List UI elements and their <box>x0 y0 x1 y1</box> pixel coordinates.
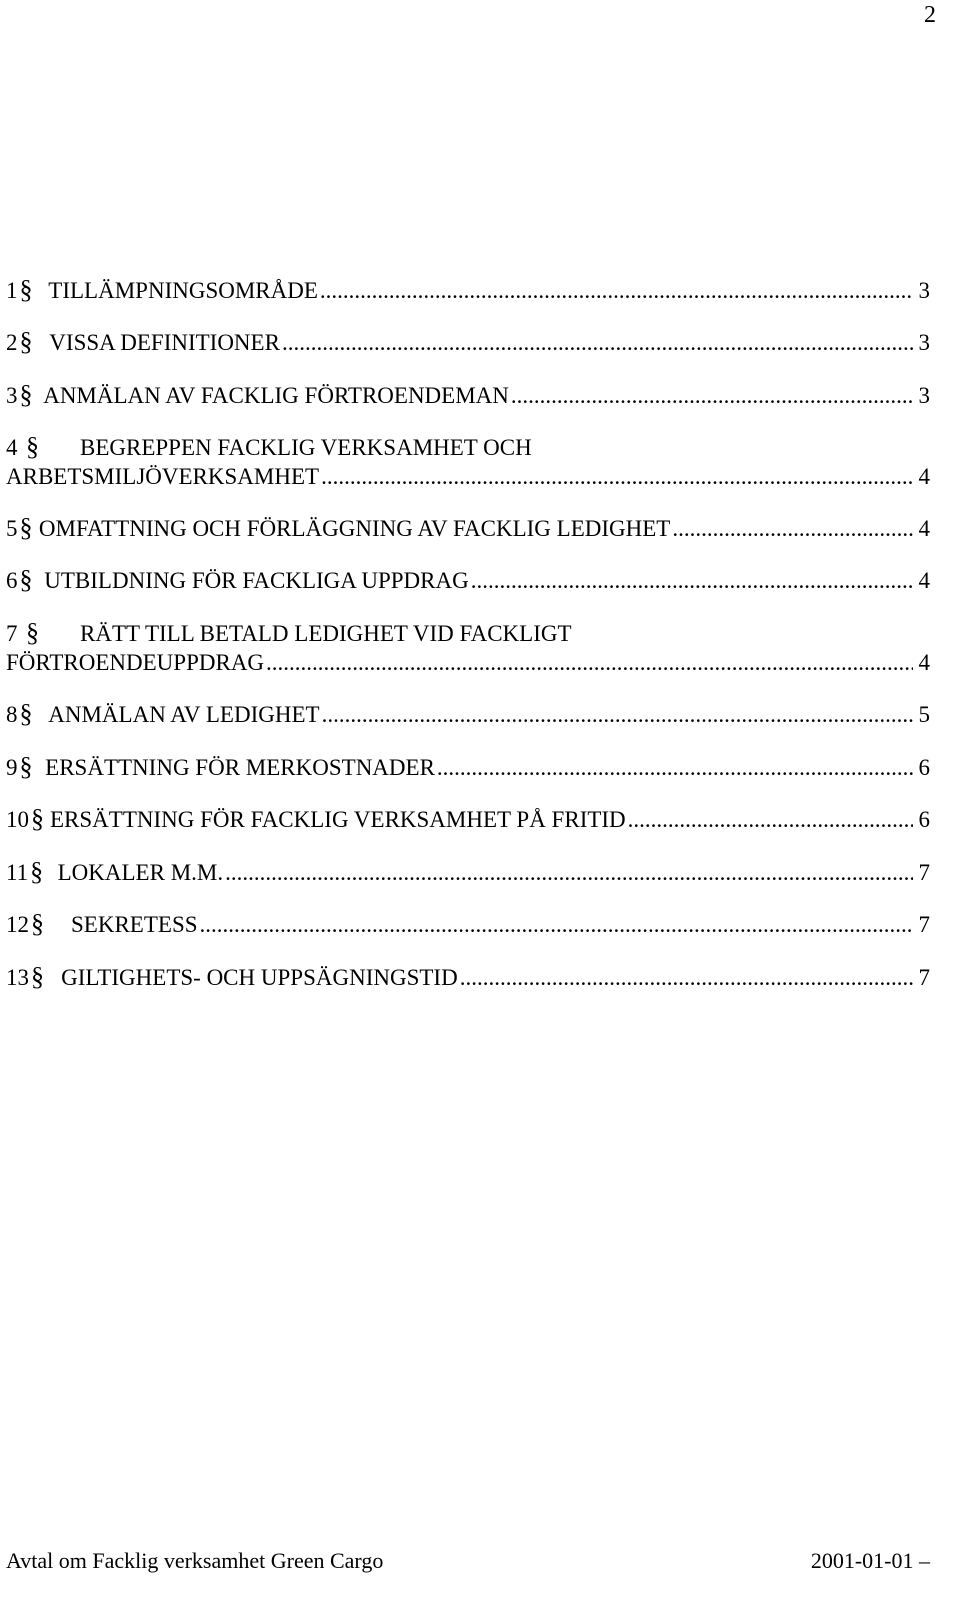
toc-entry-page[interactable]: 7 <box>918 860 930 885</box>
toc-entry-title[interactable]: ANMÄLAN AV LEDIGHET <box>48 702 320 727</box>
toc-entry-title[interactable]: TILLÄMPNINGSOMRÅDE <box>48 278 318 303</box>
toc-entry[interactable] <box>6 857 930 887</box>
toc-entry-title-continued[interactable]: ARBETSMILJÖVERKSAMHET <box>6 464 320 489</box>
dot-leader <box>672 514 912 544</box>
toc-entry-number: 2 <box>6 330 18 355</box>
dot-leader <box>225 858 912 888</box>
section-symbol: § <box>19 380 33 409</box>
toc-entry[interactable] <box>6 909 930 939</box>
toc-entry[interactable] <box>6 962 930 992</box>
toc-entry[interactable] <box>6 380 930 410</box>
dot-leader <box>200 910 913 940</box>
footer-document-title: Avtal om Facklig verksamhet Green Cargo <box>6 1548 384 1573</box>
toc-entry-number: 6 <box>6 568 18 593</box>
toc-entry-page[interactable]: 5 <box>918 702 930 727</box>
toc-entry-number: 3 <box>6 383 18 408</box>
toc-entry-page[interactable]: 4 <box>918 568 930 593</box>
section-symbol: § <box>19 699 33 728</box>
toc-entry[interactable] <box>6 699 930 729</box>
toc-entry[interactable] <box>6 327 930 357</box>
section-symbol: § <box>30 857 44 886</box>
toc-entry-title-continued[interactable]: FÖRTROENDEUPPDRAG <box>6 650 265 675</box>
toc-entry-title[interactable]: GILTIGHETS- OCH UPPSÄGNINGSTID <box>61 965 458 990</box>
dot-leader <box>437 753 913 783</box>
toc-entry-title[interactable]: RÄTT TILL BETALD LEDIGHET VID FACKLIGT <box>80 621 572 646</box>
toc-entry-title[interactable]: ANMÄLAN AV FACKLIG FÖRTROENDEMAN <box>43 383 509 408</box>
section-symbol: § <box>19 513 33 542</box>
toc-entry-page[interactable]: 3 <box>918 278 930 303</box>
toc-entry-page[interactable]: 3 <box>918 330 930 355</box>
toc-entry[interactable] <box>6 565 930 595</box>
toc-entry-title[interactable]: UTBILDNING FÖR FACKLIGA UPPDRAG <box>44 568 469 593</box>
section-symbol: § <box>31 909 44 938</box>
toc-entry-number: 7 <box>6 621 18 646</box>
section-symbol: § <box>26 618 39 647</box>
toc-entry-number: 10 <box>6 807 29 832</box>
dot-leader <box>282 328 913 358</box>
toc-entry-page[interactable]: 4 <box>918 464 930 489</box>
toc-entry-number: 5 <box>6 516 18 541</box>
dot-leader <box>628 805 913 835</box>
toc-entry-number: 11 <box>6 860 29 885</box>
toc-entry-page[interactable]: 4 <box>918 650 930 675</box>
dot-leader <box>266 648 912 678</box>
toc-entry-title[interactable]: BEGREPPEN FACKLIG VERKSAMHET OCH <box>80 435 532 460</box>
toc-entry[interactable] <box>6 618 930 678</box>
section-symbol: § <box>19 752 33 781</box>
dot-leader <box>511 381 913 411</box>
toc-entry-number: 13 <box>6 965 29 990</box>
toc-entry[interactable] <box>6 275 930 305</box>
toc-entry-title[interactable]: SEKRETESS <box>71 912 198 937</box>
toc-entry-page[interactable]: 4 <box>918 516 930 541</box>
section-symbol: § <box>19 565 33 594</box>
toc-entry-number: 1 <box>6 278 18 303</box>
toc-entry[interactable] <box>6 432 930 492</box>
section-symbol: § <box>19 275 33 304</box>
dot-leader <box>322 700 913 730</box>
toc-entry-number: 8 <box>6 702 18 727</box>
toc-entry-page[interactable]: 6 <box>918 755 930 780</box>
toc-entry-title[interactable]: OMFATTNING OCH FÖRLÄGGNING AV FACKLIG LEDIGHET <box>38 516 671 541</box>
toc-entry[interactable] <box>6 513 930 543</box>
dot-leader <box>460 963 913 993</box>
toc-entry-page[interactable]: 7 <box>918 912 930 937</box>
toc-entry-title[interactable]: ERSÄTTNING FÖR MERKOSTNADER <box>45 755 435 780</box>
toc-entry-title[interactable]: LOKALER M.M. <box>57 860 224 885</box>
toc-entry-number: 9 <box>6 755 18 780</box>
toc-entry-number: 4 <box>6 435 18 460</box>
toc-entry-number: 12 <box>6 912 29 937</box>
toc-entry[interactable] <box>6 804 930 834</box>
toc-entry-page[interactable]: 3 <box>918 383 930 408</box>
toc-entry-page[interactable]: 7 <box>918 965 930 990</box>
dot-leader <box>471 566 913 596</box>
toc-entry-title[interactable]: ERSÄTTNING FÖR FACKLIG VERKSAMHET PÅ FRITID <box>49 807 626 832</box>
toc-entry-title[interactable]: VISSA DEFINITIONER <box>49 330 280 355</box>
section-symbol: § <box>31 804 44 833</box>
section-symbol: § <box>31 962 44 991</box>
section-symbol: § <box>19 327 33 356</box>
page-number: 2 <box>924 2 936 28</box>
footer-date: 2001-01-01 – <box>810 1548 930 1573</box>
section-symbol: § <box>26 432 39 461</box>
dot-leader <box>320 276 913 306</box>
dot-leader <box>321 462 912 492</box>
toc-entry-page[interactable]: 6 <box>918 807 930 832</box>
toc-entry[interactable] <box>6 752 930 782</box>
